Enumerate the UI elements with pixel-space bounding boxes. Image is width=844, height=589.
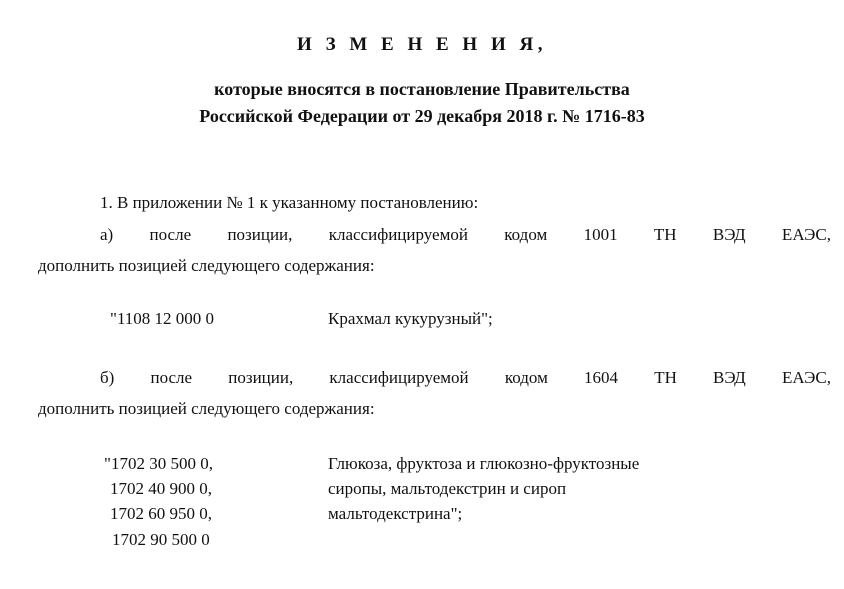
- item-a-text-line-2: дополнить позицией следующего содержания:: [38, 256, 375, 275]
- item-b-text-line-2: дополнить позицией следующего содержания:: [38, 399, 375, 418]
- document-subtitle-line-2: Российской Федерации от 29 декабря 2018 г. № 1716-83: [199, 106, 645, 126]
- document-subtitle-line-1: которые вносятся в постановление Правительства: [214, 79, 630, 99]
- item-b-text-line-1: б) после позиции, классифицируемой кодом 1604 ТН ВЭД ЕАЭС,: [100, 368, 831, 387]
- item-b-code-2: 1702 40 900 0,: [110, 479, 212, 498]
- section-intro: 1. В приложении № 1 к указанному постановлению:: [100, 193, 479, 212]
- item-b-code-4: 1702 90 500 0: [112, 530, 210, 549]
- item-a-description: Крахмал кукурузный";: [328, 309, 493, 328]
- item-b-code-1: "1702 30 500 0,: [104, 454, 213, 473]
- item-a-text-line-1: а) после позиции, классифицируемой кодом 1001 ТН ВЭД ЕАЭС,: [100, 225, 831, 244]
- item-b-code-3: 1702 60 950 0,: [110, 504, 212, 523]
- item-a-code: "1108 12 000 0: [110, 309, 215, 328]
- item-b-description-line-2: сиропы, мальтодекстрин и сироп: [328, 479, 567, 498]
- document-title: И З М Е Н Е Н И Я,: [297, 34, 547, 55]
- item-b-description-line-3: мальтодекстрина";: [328, 504, 463, 523]
- item-b-description-line-1: Глюкоза, фруктоза и глюкозно-фруктозные: [328, 454, 640, 473]
